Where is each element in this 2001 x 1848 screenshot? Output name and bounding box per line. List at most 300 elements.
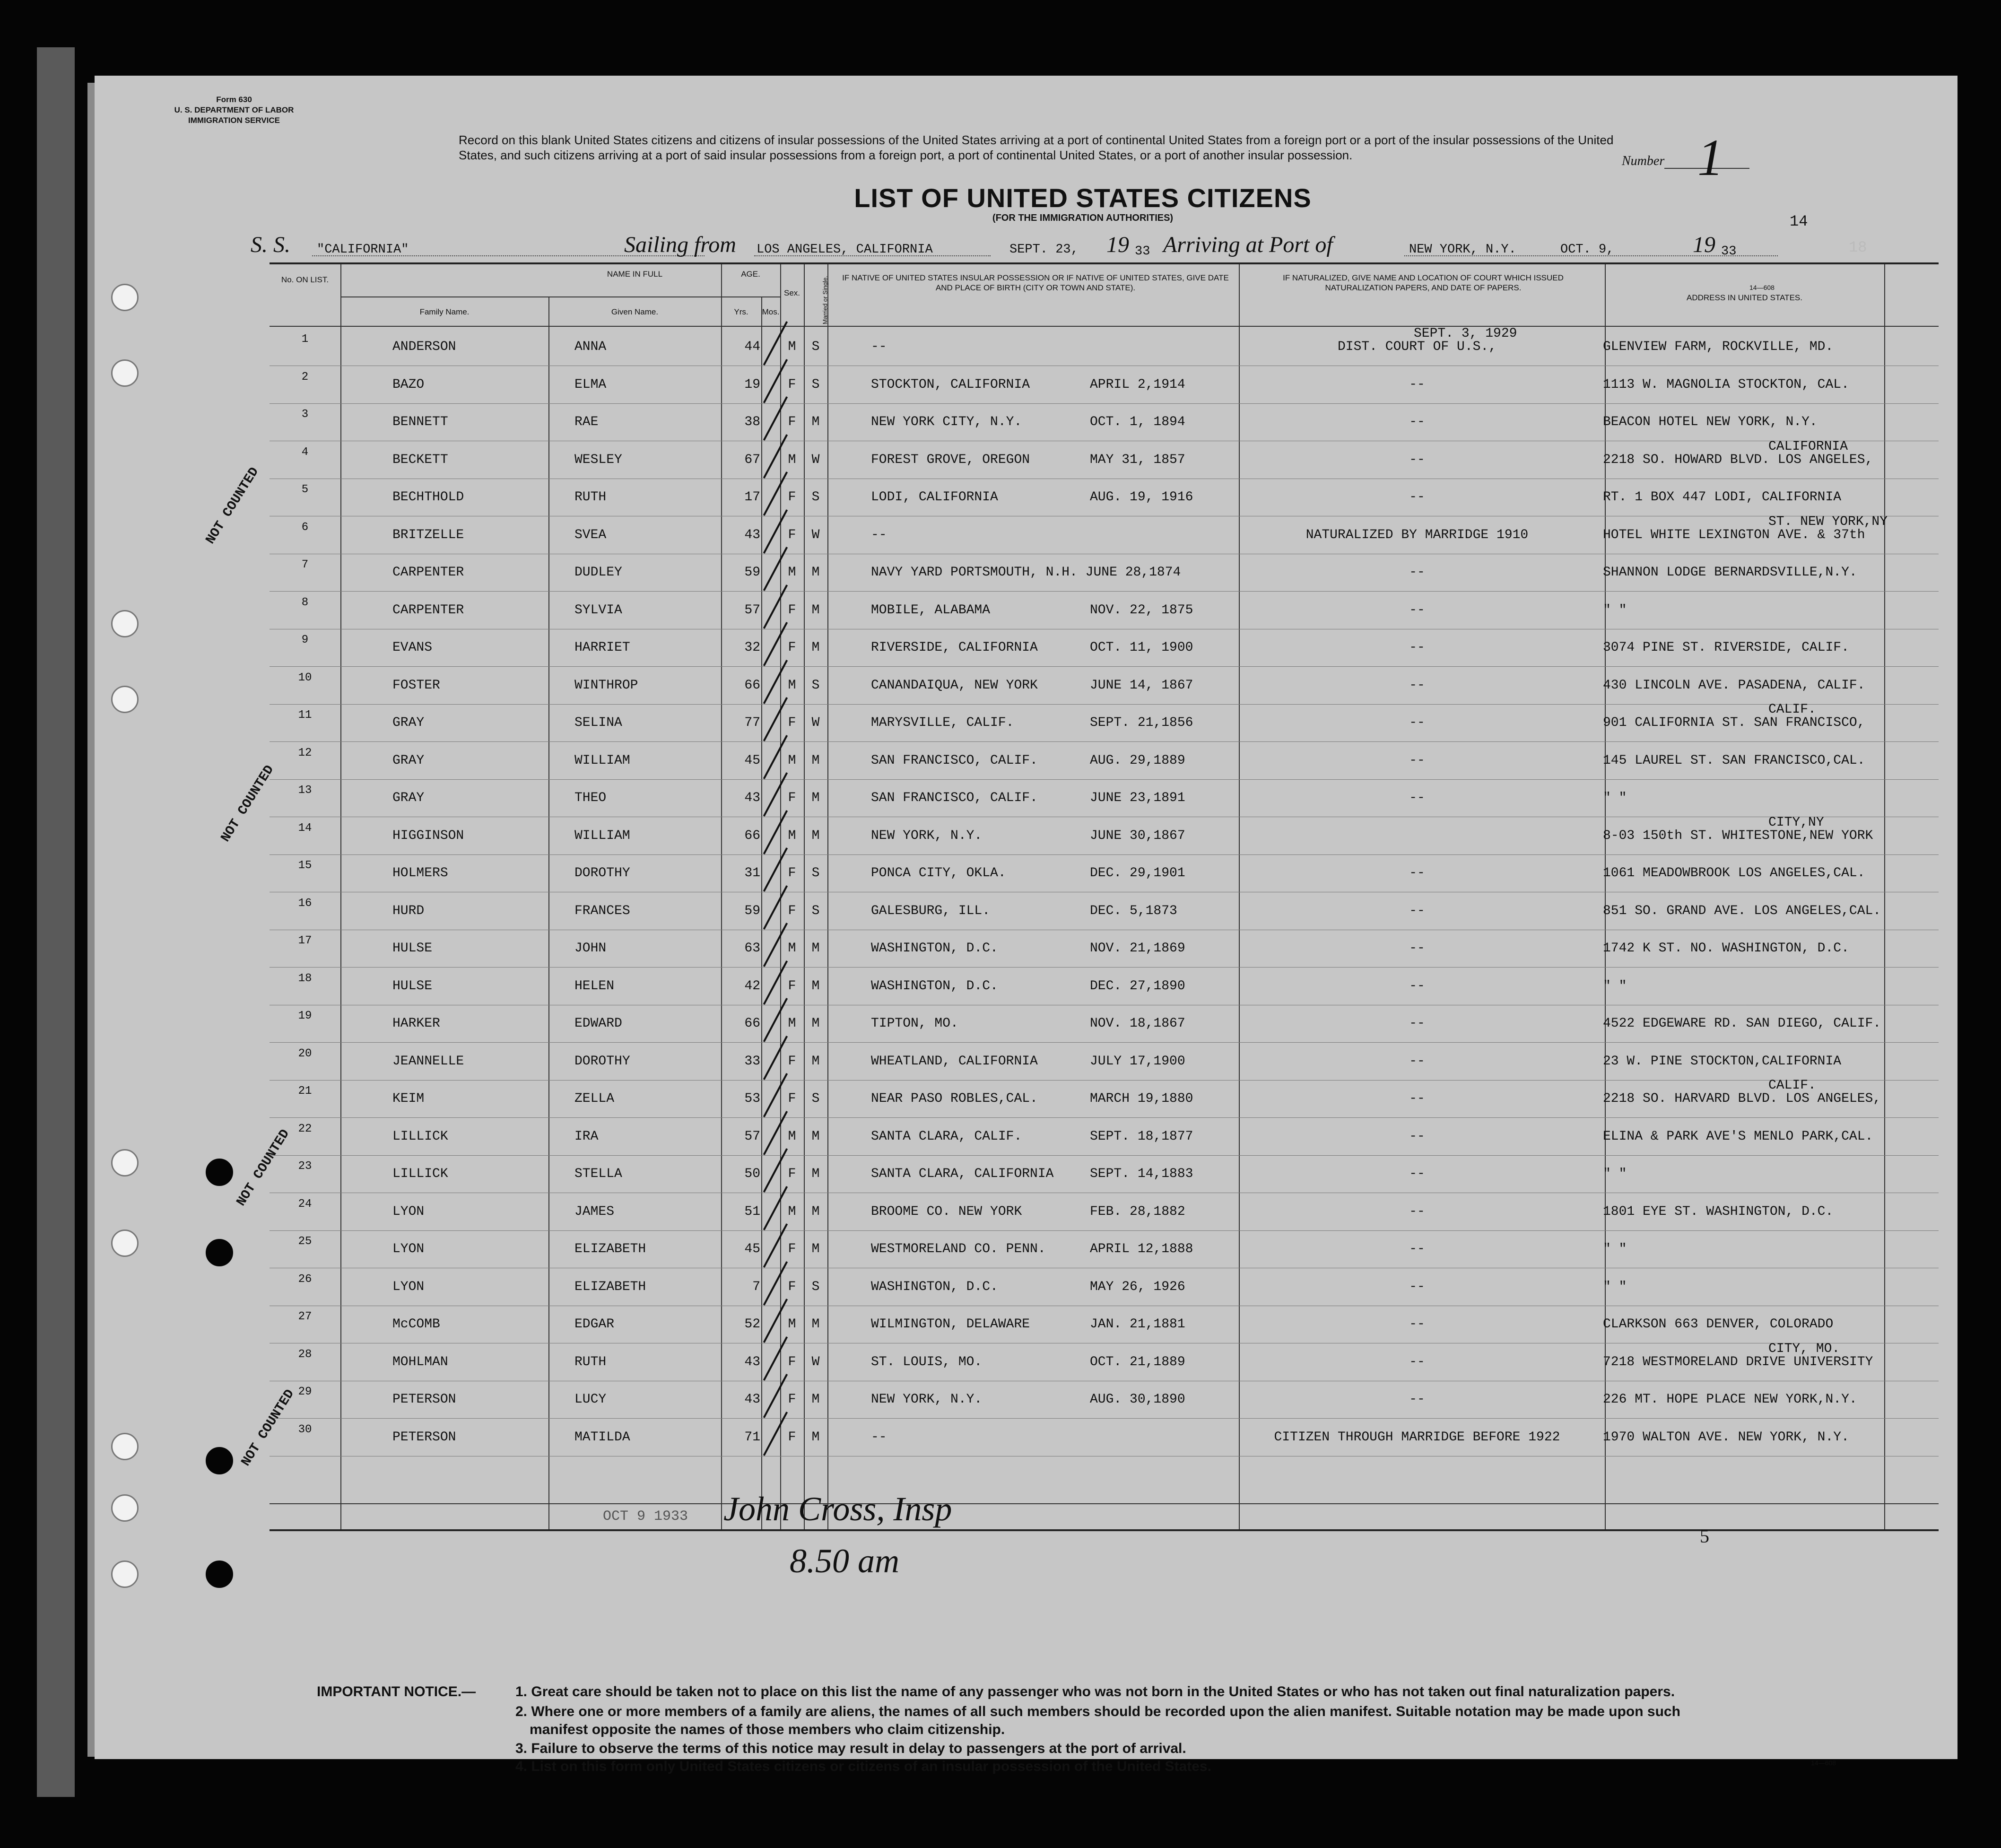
sex: F (788, 1054, 796, 1069)
naturalization: -- (1409, 1392, 1425, 1407)
row-number: 2 (301, 370, 309, 384)
given-name: SYLVIA (574, 602, 622, 618)
naturalization: -- (1409, 1354, 1425, 1369)
family-name: FOSTER (392, 678, 440, 693)
birth-place: NAVY YARD PORTSMOUTH, N.H. JUNE 28,1874 (871, 565, 1181, 580)
sailing-line (754, 255, 991, 256)
birth-place: SAN FRANCISCO, CALIF. (871, 791, 1038, 805)
row-number: 24 (298, 1197, 312, 1211)
birth-date: MAY 31, 1857 (1090, 452, 1185, 467)
age-years: 31 (744, 866, 760, 880)
birth-date: SEPT. 14,1883 (1090, 1167, 1193, 1181)
birth-date: JUNE 23,1891 (1090, 791, 1185, 805)
age-years: 44 (744, 340, 760, 354)
row-number: 22 (298, 1122, 312, 1135)
table-row (270, 1118, 1939, 1155)
sailing-date: SEPT. 23, (1009, 243, 1079, 257)
sex: M (788, 452, 796, 467)
address: 1061 MEADOWBROOK LOS ANGELES,CAL. (1603, 866, 1865, 880)
family-name: HIGGINSON (392, 828, 464, 843)
given-name: ZELLA (574, 1091, 615, 1106)
birth-date: AUG. 19, 1916 (1090, 490, 1193, 505)
naturalization: -- (1409, 377, 1425, 392)
sailing-label: Sailing from (624, 232, 736, 257)
given-name: DOROTHY (574, 866, 630, 880)
birth-date: JAN. 21,1881 (1090, 1317, 1185, 1332)
family-name: LYON (392, 1242, 425, 1256)
address: 430 LINCOLN AVE. PASADENA, CALIF. (1603, 678, 1865, 693)
address: 7218 WESTMORELAND DRIVE UNIVERSITY (1603, 1354, 1873, 1369)
address: BEACON HOTEL NEW YORK, N.Y. (1603, 415, 1818, 429)
row-number: 29 (298, 1386, 312, 1398)
address: 4522 EDGEWARE RD. SAN DIEGO, CALIF. (1603, 1016, 1881, 1031)
family-name: McCOMB (392, 1317, 440, 1332)
given-name: EDGAR (574, 1317, 615, 1332)
naturalization: -- (1409, 715, 1425, 730)
given-name: SVEA (574, 527, 607, 542)
marital-status: M (811, 828, 820, 843)
birth-date: OCT. 1, 1894 (1090, 415, 1185, 429)
table-row (270, 892, 1939, 930)
birth-date: MAY 26, 1926 (1090, 1279, 1185, 1294)
table-row (270, 742, 1939, 779)
sex: F (788, 791, 796, 805)
form-subtitle: (FOR THE IMMIGRATION AUTHORITIES) (992, 213, 1174, 223)
family-name: JEANNELLE (392, 1054, 464, 1069)
address: " " (1603, 978, 1627, 994)
col-given-name: Given Name. (611, 307, 659, 316)
address-overflow: CITY,NY (1768, 815, 1824, 830)
naturalization: -- (1409, 1317, 1425, 1332)
naturalization: NATURALIZED BY MARRIDGE 1910 (1305, 527, 1529, 542)
naturalization: -- (1409, 753, 1425, 768)
age-years: 33 (744, 1054, 760, 1069)
family-name: LYON (392, 1204, 425, 1219)
address: " " (1603, 1167, 1627, 1181)
sex: F (788, 1430, 796, 1445)
family-name: CARPENTER (392, 565, 464, 580)
sex: M (788, 828, 796, 843)
form-agency-block (165, 95, 303, 126)
address: 901 CALIFORNIA ST. SAN FRANCISCO, (1603, 715, 1865, 730)
table-row (270, 1419, 1939, 1456)
not-counted-stamp: NOT COUNTED (218, 763, 278, 845)
birth-date: MARCH 19,1880 (1090, 1091, 1193, 1106)
arriving-year-prefix: 19 (1693, 232, 1715, 257)
given-name: JOHN (574, 941, 607, 956)
age-years: 50 (744, 1167, 760, 1181)
punch-hole (111, 1494, 139, 1522)
sex: F (788, 527, 796, 542)
address: " " (1603, 1242, 1627, 1256)
table-row (270, 1080, 1939, 1117)
naturalization: -- (1409, 1054, 1425, 1069)
sex: M (788, 678, 796, 693)
age-years: 43 (744, 1354, 760, 1369)
sex: M (788, 1016, 796, 1031)
birth-place: WASHINGTON, D.C. (871, 1279, 998, 1294)
naturalization: -- (1409, 791, 1425, 805)
col-married: Married or Single. (821, 276, 829, 324)
ink-dot (206, 1159, 233, 1186)
notice-item-4: 4. List on this form only United States citizens or citizens of an insular possession of the United States. (515, 1759, 1211, 1774)
col-birth: IF NATIVE OF UNITED STATES INSULAR POSSESSION OR IF NATIVE OF UNITED STATES, GIVE DATE AND PLACE OF BIRTH (CITY OR TOWN AND STATE). (842, 273, 1229, 292)
naturalization: -- (1409, 415, 1425, 429)
table-row (270, 930, 1939, 967)
address: " " (1603, 1279, 1627, 1294)
naturalization: -- (1409, 602, 1425, 618)
birth-place: SANTA CLARA, CALIFORNIA (871, 1167, 1054, 1181)
birth-place: STOCKTON, CALIFORNIA (871, 377, 1030, 392)
age-years: 67 (744, 452, 760, 467)
ink-dot (206, 1447, 233, 1474)
col-name-in-full: NAME IN FULL (607, 270, 663, 279)
margin-number-18: 18 (1849, 239, 1867, 256)
age-years: 57 (744, 602, 760, 618)
address: 8-03 150th ST. WHITESTONE,NEW YORK (1603, 828, 1873, 843)
marital-status: M (811, 1054, 820, 1069)
table-row (270, 854, 1939, 892)
ink-dot (206, 1560, 233, 1588)
birth-place: -- (871, 340, 887, 354)
sailing-from: LOS ANGELES, CALIFORNIA (757, 243, 933, 257)
marital-status: M (811, 978, 820, 994)
table-row (270, 1193, 1939, 1230)
ship-name: "CALIFORNIA" (317, 243, 409, 257)
table-row (270, 1343, 1939, 1381)
birth-date: SEPT. 21,1856 (1090, 715, 1193, 730)
family-name: BENNETT (392, 415, 448, 429)
marital-status: W (811, 452, 820, 467)
family-name: EVANS (392, 640, 433, 655)
row-number: 20 (298, 1047, 312, 1060)
birth-place: WESTMORELAND CO. PENN. (871, 1242, 1046, 1256)
naturalization: DIST. COURT OF U.S., (1337, 340, 1497, 354)
given-name: RAE (574, 415, 599, 429)
marital-status: S (811, 1091, 820, 1106)
col-yrs: Yrs. (734, 307, 748, 316)
birth-date: JULY 17,1900 (1090, 1054, 1185, 1069)
birth-date: APRIL 2,1914 (1090, 377, 1185, 392)
table-bottom-rule (270, 1503, 1939, 1504)
sex: F (788, 866, 796, 880)
address: 1742 K ST. NO. WASHINGTON, D.C. (1603, 941, 1849, 956)
birth-place: WASHINGTON, D.C. (871, 941, 998, 956)
marital-status: S (811, 866, 820, 880)
punch-hole (111, 610, 139, 637)
birth-date: FEB. 28,1882 (1090, 1204, 1185, 1219)
age-years: 17 (744, 490, 760, 505)
given-name: STELLA (574, 1167, 622, 1181)
age-years: 77 (744, 715, 760, 730)
family-name: HULSE (392, 978, 433, 994)
row-number: 6 (301, 521, 309, 534)
table-row (270, 366, 1939, 403)
address: ELINA & PARK AVE'S MENLO PARK,CAL. (1603, 1129, 1873, 1144)
age-years: 32 (744, 640, 760, 655)
service-name: IMMIGRATION SERVICE (188, 116, 280, 125)
given-name: ANNA (574, 340, 607, 354)
birth-place: RIVERSIDE, CALIFORNIA (871, 640, 1038, 655)
header-code: 14—608 (1749, 284, 1775, 291)
marital-status: M (811, 1317, 820, 1332)
table-row (270, 1306, 1939, 1343)
row-number: 30 (298, 1423, 312, 1436)
marital-status: M (811, 791, 820, 805)
row-number: 9 (301, 634, 309, 646)
notice-item-3: 3. Failure to observe the terms of this notice may result in delay to passengers at the port of arrival. (515, 1741, 1186, 1756)
address-overflow: CITY, MO. (1768, 1341, 1840, 1356)
table-row (270, 629, 1939, 666)
marital-status: W (811, 715, 820, 730)
given-name: JAMES (574, 1204, 615, 1219)
marital-status: M (811, 1204, 820, 1219)
marital-status: M (811, 565, 820, 580)
address: 145 LAUREL ST. SAN FRANCISCO,CAL. (1603, 753, 1865, 768)
table-row (270, 1381, 1939, 1418)
sex: M (788, 1317, 796, 1332)
given-name: ELMA (574, 377, 607, 392)
address: 3074 PINE ST. RIVERSIDE, CALIF. (1603, 640, 1849, 655)
sex: M (788, 753, 796, 768)
marital-status: M (811, 640, 820, 655)
sex: F (788, 1091, 796, 1106)
age-years: 59 (744, 565, 760, 580)
sex: F (788, 1354, 796, 1369)
given-name: HARRIET (574, 640, 630, 655)
age-years: 43 (744, 791, 760, 805)
marital-status: S (811, 340, 820, 354)
col-naturalized: IF NATURALIZED, GIVE NAME AND LOCATION OF COURT WHICH ISSUED NATURALIZATION PAPERS, AND DATE OF PAPERS. (1283, 273, 1564, 292)
date-stamp: OCT 9 1933 (603, 1508, 688, 1525)
row-number: 5 (301, 483, 309, 496)
given-name: SELINA (574, 715, 622, 730)
birth-place: BROOME CO. NEW YORK (871, 1204, 1022, 1219)
not-counted-stamp: NOT COUNTED (203, 465, 262, 547)
sex: M (788, 565, 796, 580)
given-name: RUTH (574, 490, 607, 505)
marital-status: M (811, 753, 820, 768)
sex: F (788, 377, 796, 392)
given-name: DUDLEY (574, 565, 622, 580)
table-row (270, 592, 1939, 629)
address-overflow: ST. NEW YORK,NY (1768, 514, 1888, 529)
address: " " (1603, 791, 1627, 805)
birth-place: NEW YORK, N.Y. (871, 1392, 983, 1407)
address: " " (1603, 602, 1627, 618)
age-years: 63 (744, 941, 760, 956)
family-name: HULSE (392, 941, 433, 956)
family-name: PETERSON (392, 1430, 456, 1445)
sex: F (788, 415, 796, 429)
header-divider (340, 296, 780, 297)
family-name: GRAY (392, 753, 425, 768)
age-years: 19 (744, 377, 760, 392)
naturalization: -- (1409, 1242, 1425, 1256)
row-number: 1 (301, 333, 309, 346)
address: 1113 W. MAGNOLIA STOCKTON, CAL. (1603, 377, 1849, 392)
inspector-signature: John Cross, Insp (723, 1490, 952, 1528)
punch-hole (111, 1149, 139, 1177)
margin-number-14: 14 (1790, 213, 1808, 230)
naturalization: -- (1409, 941, 1425, 956)
table-row (270, 1230, 1939, 1268)
family-name: PETERSON (392, 1392, 456, 1407)
marital-status: S (811, 1279, 820, 1294)
naturalization: CITIZEN THROUGH MARRIDGE BEFORE 1922 (1274, 1430, 1560, 1445)
list-number: 1 (1697, 129, 1723, 186)
row-number: 18 (298, 972, 312, 985)
family-name: HARKER (392, 1016, 440, 1031)
age-years: 38 (744, 415, 760, 429)
naturalization: -- (1409, 866, 1425, 880)
address-overflow: CALIFORNIA (1768, 439, 1848, 454)
col-age: AGE. (741, 270, 760, 279)
address: RT. 1 BOX 447 LODI, CALIFORNIA (1603, 490, 1842, 505)
naturalization: -- (1409, 1091, 1425, 1106)
row-number: 14 (298, 821, 312, 835)
marital-status: S (811, 678, 820, 693)
naturalization: -- (1409, 978, 1425, 994)
table-row (270, 403, 1939, 441)
punch-hole (111, 284, 139, 311)
birth-place: MARYSVILLE, CALIF. (871, 715, 1014, 730)
table-row (270, 516, 1939, 554)
naturalization: -- (1409, 1016, 1425, 1031)
birth-date: APRIL 12,1888 (1090, 1242, 1193, 1256)
col-mos: Mos. (762, 307, 780, 316)
sex: F (788, 978, 796, 994)
given-name: MATILDA (574, 1430, 630, 1445)
birth-date: DEC. 27,1890 (1090, 978, 1185, 994)
age-years: 57 (744, 1129, 760, 1144)
family-name: BAZO (392, 377, 425, 392)
naturalization: -- (1409, 490, 1425, 505)
table-row (270, 704, 1939, 741)
family-name: BECHTHOLD (392, 490, 464, 505)
marital-status: W (811, 1354, 820, 1369)
given-name: LUCY (574, 1392, 607, 1407)
age-years: 71 (744, 1430, 760, 1445)
marital-status: M (811, 1016, 820, 1031)
sex: F (788, 1242, 796, 1256)
row-number: 21 (298, 1085, 312, 1098)
family-name: LILLICK (392, 1129, 448, 1144)
birth-place: -- (871, 527, 887, 542)
punch-hole (111, 686, 139, 713)
row-number: 16 (298, 897, 312, 910)
address: 1970 WALTON AVE. NEW YORK, N.Y. (1603, 1430, 1849, 1445)
birth-place: NEW YORK CITY, N.Y. (871, 415, 1022, 429)
arriving-date: OCT. 9, (1560, 243, 1614, 257)
birth-place: PONCA CITY, OKLA. (871, 866, 1006, 880)
family-name: BRITZELLE (392, 527, 464, 542)
sex: M (788, 340, 796, 354)
sailing-year-prefix: 19 (1106, 232, 1129, 257)
sex: F (788, 1392, 796, 1407)
family-name: LILLICK (392, 1167, 448, 1181)
marital-status: S (811, 490, 820, 505)
birth-place: WHEATLAND, CALIFORNIA (871, 1054, 1038, 1069)
table-row (270, 328, 1939, 366)
row-number: 26 (298, 1273, 312, 1286)
table-row (270, 1268, 1939, 1306)
passenger-table (270, 262, 1939, 1531)
row-number: 28 (298, 1348, 312, 1361)
age-years: 43 (744, 527, 760, 542)
not-counted-stamp: NOT COUNTED (239, 1387, 298, 1469)
naturalization-date: SEPT. 3, 1929 (1414, 326, 1517, 341)
birth-date: OCT. 21,1889 (1090, 1354, 1185, 1369)
sex: F (788, 1167, 796, 1181)
address: 851 SO. GRAND AVE. LOS ANGELES,CAL. (1603, 903, 1881, 918)
birth-place: -- (871, 1430, 887, 1445)
marital-status: M (811, 1242, 820, 1256)
naturalization: -- (1409, 678, 1425, 693)
family-name: BECKETT (392, 452, 448, 467)
table-row (270, 1005, 1939, 1042)
sex: F (788, 640, 796, 655)
birth-place: CANANDAIQUA, NEW YORK (871, 678, 1038, 693)
naturalization: -- (1409, 565, 1425, 580)
table-row (270, 817, 1939, 854)
address-overflow: CALIF. (1768, 702, 1816, 717)
sex: F (788, 715, 796, 730)
birth-date: AUG. 30,1890 (1090, 1392, 1185, 1407)
marital-status: M (811, 1430, 820, 1445)
birth-place: WASHINGTON, D.C. (871, 978, 998, 994)
given-name: WILLIAM (574, 753, 630, 768)
birth-date: JUNE 30,1867 (1090, 828, 1185, 843)
notice-item-2-cont: manifest opposite the names of those members who claim citizenship. (530, 1722, 1005, 1737)
naturalization: -- (1409, 903, 1425, 918)
birth-place: MOBILE, ALABAMA (871, 602, 991, 618)
age-years: 7 (752, 1279, 760, 1294)
given-name: WINTHROP (574, 678, 638, 693)
row-number: 23 (298, 1160, 312, 1173)
given-name: FRANCES (574, 903, 630, 918)
footer-code: 14—608 (1811, 1759, 1836, 1767)
birth-place: WILMINGTON, DELAWARE (871, 1317, 1030, 1332)
family-name: HOLMERS (392, 866, 448, 880)
family-name: MOHLMAN (392, 1354, 448, 1369)
row-number: 11 (298, 709, 312, 722)
given-name: THEO (574, 791, 607, 805)
marital-status: M (811, 602, 820, 618)
naturalization: -- (1409, 1204, 1425, 1219)
marital-status: S (811, 903, 820, 918)
notice-item-2: 2. Where one or more members of a family are aliens, the names of all such members should be recorded upon the alien manifest. Suitable notation may be made upon such (515, 1704, 1680, 1719)
citizen-list-form (95, 76, 1958, 1774)
not-counted-stamp: NOT COUNTED (234, 1127, 293, 1209)
punch-hole (111, 1229, 139, 1257)
birth-date: DEC. 5,1873 (1090, 903, 1177, 918)
given-name: WESLEY (574, 452, 622, 467)
age-years: 66 (744, 828, 760, 843)
table-row (270, 667, 1939, 704)
birth-place: NEAR PASO ROBLES,CAL. (871, 1091, 1038, 1106)
given-name: WILLIAM (574, 828, 630, 843)
birth-place: TIPTON, MO. (871, 1016, 958, 1031)
family-name: CARPENTER (392, 602, 464, 618)
table-row (270, 1155, 1939, 1193)
row-number: 8 (301, 596, 309, 609)
col-family-name: Family Name. (419, 307, 470, 316)
row-number: 3 (301, 408, 309, 421)
header-bottom (270, 326, 1939, 327)
row-number: 25 (298, 1235, 312, 1248)
address: HOTEL WHITE LEXINGTON AVE. & 37th (1603, 527, 1865, 542)
